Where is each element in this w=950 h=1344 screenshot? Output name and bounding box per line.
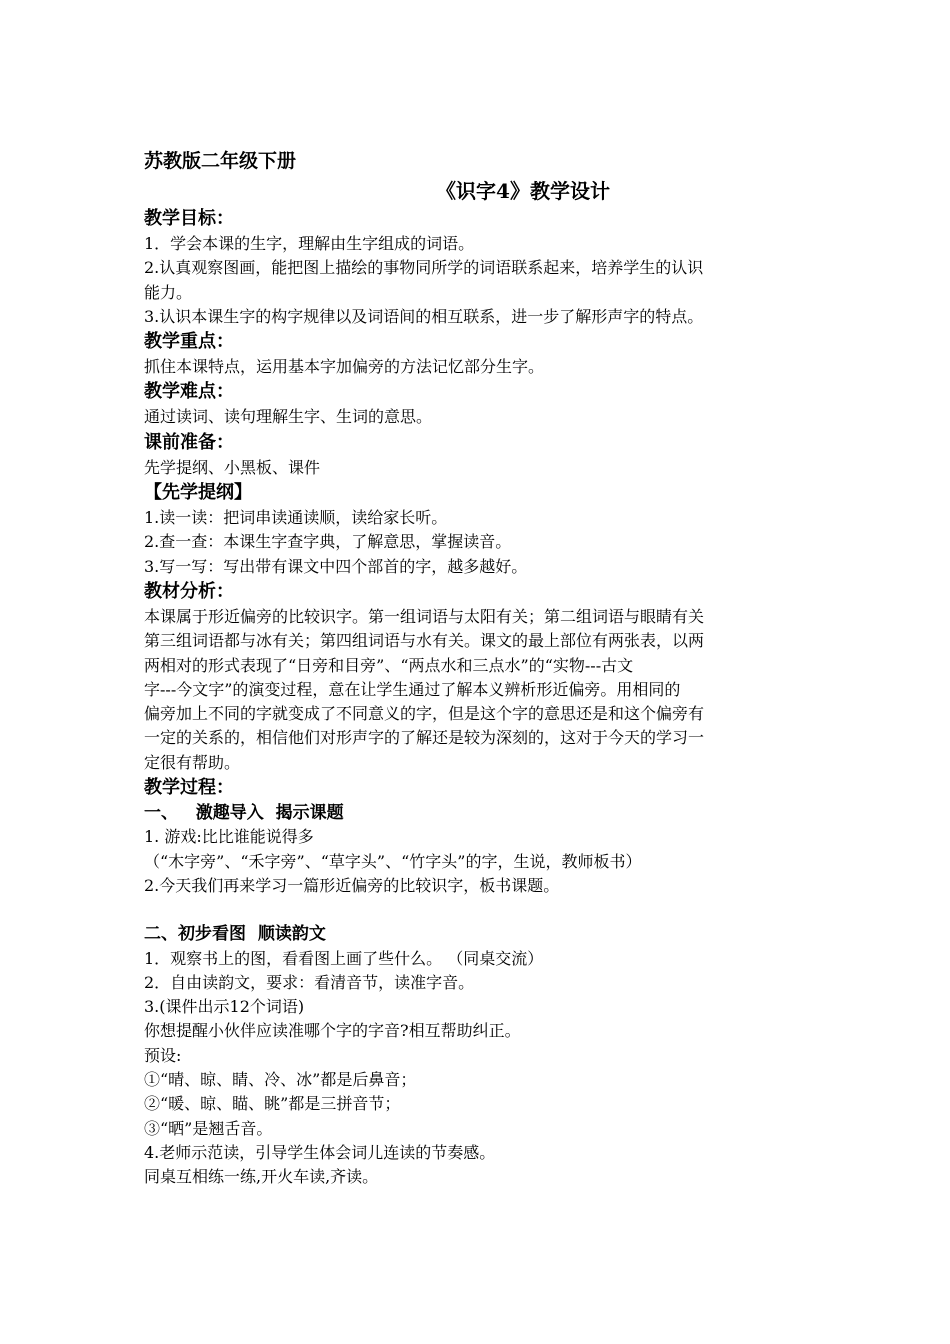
section2-item: 同桌互相练一练,开火车读,齐读。: [144, 1167, 379, 1187]
objective-item: 2.认真观察图画，能把图上描绘的事物同所学的词语联系起来，培养学生的认识: [144, 258, 704, 278]
key-points-heading: 教学重点：: [144, 331, 234, 353]
preparation-text: 先学提纲、小黑板、课件: [144, 457, 321, 477]
section2-item: 3.(课件出示12个词语): [144, 997, 305, 1017]
section2-item: 预设:: [144, 1045, 182, 1065]
section2-item: ③“晒”是翘舌音。: [144, 1118, 273, 1138]
analysis-line: 本课属于形近偏旁的比较识字。第一组词语与太阳有关；第二组词语与眼睛有关: [144, 606, 705, 626]
spacer: [144, 898, 812, 922]
outline-heading: 【先学提纲】: [144, 482, 252, 504]
preparation-heading: 课前准备：: [144, 431, 234, 453]
outline-item: 2.查一查：本课生字查字典，了解意思，掌握读音。: [144, 532, 512, 552]
objective-item: 能力。: [144, 282, 193, 302]
analysis-line: 一定的关系的，相信他们对形声字的了解还是较为深刻的，这对于今天的学习一: [144, 728, 705, 748]
analysis-heading: 教材分析：: [144, 580, 234, 602]
analysis-line: 两相对的形式表现了“日旁和目旁”、“两点水和三点水”的“实物---古文: [144, 655, 634, 675]
document-title: 《识字4》教学设计: [436, 179, 610, 203]
difficulties-text: 通过读词、读句理解生字、生词的意思。: [144, 407, 433, 427]
section1-item: （“木字旁”、“禾字旁”、“草字头”、“竹字头”的字，生说，教师板书）: [144, 851, 642, 871]
section2-item: ②“暖、晾、瞄、眺”都是三拼音节；: [144, 1094, 401, 1114]
analysis-line: 第三组词语都与冰有关；第四组词语与水有关。课文的最上部位有两张表，以两: [144, 631, 705, 651]
section1-item: 1. 游戏:比比谁能说得多: [144, 827, 314, 847]
section1-item: 2.今天我们再来学习一篇形近偏旁的比较识字，板书课题。: [144, 875, 560, 895]
analysis-line: 偏旁加上不同的字就变成了不同意义的字，但是这个字的意思还是和这个偏旁有: [144, 704, 705, 724]
objective-item: 1．学会本课的生字，理解由生字组成的词语。: [144, 234, 475, 253]
section2-item: 2．自由读韵文，要求：看清音节，读准字音。: [144, 972, 475, 992]
section1-title: 一、 激趣导入 揭示课题: [144, 803, 344, 824]
section2-title: 二、初步看图 顺读韵文: [144, 924, 326, 945]
difficulties-heading: 教学难点：: [144, 381, 234, 403]
publisher-line: 苏教版二年级下册: [144, 150, 297, 172]
document-page: [144, 146, 812, 1190]
section2-item: 4.老师示范读，引导学生体会词儿连读的节奏感。: [144, 1142, 496, 1162]
section2-item: ①“晴、晾、睛、冷、冰”都是后鼻音；: [144, 1070, 417, 1090]
key-points-text: 抓住本课特点，运用基本字加偏旁的方法记忆部分生字。: [144, 357, 545, 377]
outline-item: 1.读一读：把词串读通读顺，读给家长听。: [144, 508, 448, 528]
analysis-line: 字---今文字”的演变过程，意在让学生通过了解本义辨析形近偏旁。用相同的: [144, 679, 681, 699]
analysis-line: 定很有帮助。: [144, 752, 241, 772]
section2-item: 你想提醒小伙伴应读准哪个字的字音?相互帮助纠正。: [144, 1021, 521, 1041]
process-heading: 教学过程：: [144, 777, 234, 799]
outline-item: 3.写一写：写出带有课文中四个部首的字，越多越好。: [144, 556, 528, 576]
objectives-heading: 教学目标：: [144, 208, 234, 229]
objective-item: 3.认识本课生字的构字规律以及词语间的相互联系，进一步了解形声字的特点。: [144, 306, 704, 326]
section2-item: 1．观察书上的图，看看图上画了些什么。 （同桌交流）: [144, 948, 544, 968]
